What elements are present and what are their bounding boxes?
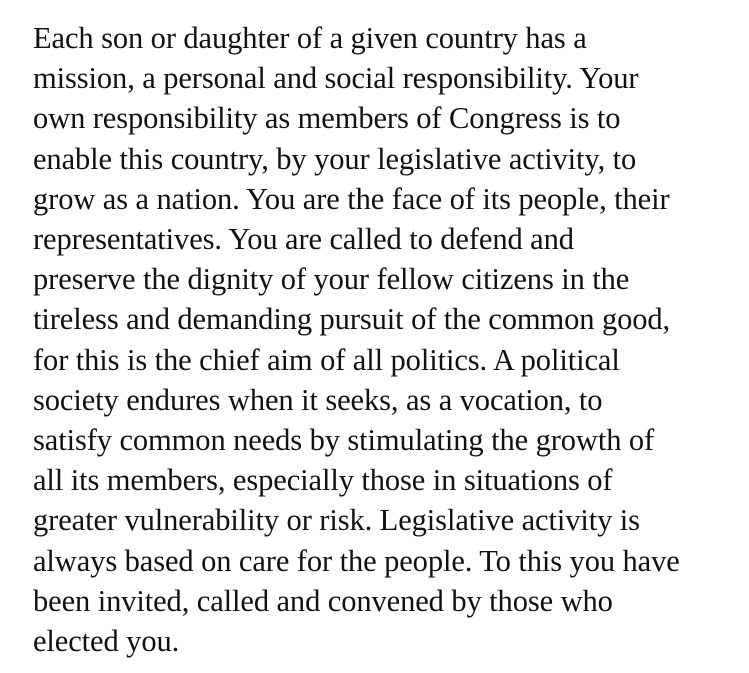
paragraph-line: own responsibility as members of Congress is to bbox=[33, 101, 621, 136]
paragraph-line: mission, a personal and social responsibility. Your bbox=[33, 61, 639, 96]
paragraph-line: been invited, called and convened by those who bbox=[33, 583, 613, 618]
paragraph bbox=[33, 18, 743, 661]
paragraph-line: greater vulnerability or risk. Legislative activity is bbox=[33, 503, 640, 538]
paragraph-line: society endures when it seeks, as a vocation, to bbox=[33, 382, 603, 417]
paragraph-line: satisfy common needs by stimulating the growth of bbox=[33, 423, 655, 458]
paragraph-line: tireless and demanding pursuit of the common good, bbox=[33, 302, 671, 337]
paragraph-line: enable this country, by your legislative activity, to bbox=[33, 141, 637, 176]
paragraph-line: Each son or daughter of a given country has a bbox=[33, 21, 587, 55]
paragraph-line: representatives. You are called to defend and bbox=[33, 222, 574, 257]
paragraph-line: all its members, especially those in situations of bbox=[33, 463, 613, 498]
paragraph-line: preserve the dignity of your fellow citizens in the bbox=[33, 262, 630, 297]
paragraph-line: elected you. bbox=[33, 624, 180, 659]
paragraph-line: always based on care for the people. To this you have bbox=[33, 543, 680, 578]
paragraph-line: for this is the chief aim of all politics. A political bbox=[33, 342, 620, 377]
paragraph-line: grow as a nation. You are the face of its people, their bbox=[33, 181, 670, 216]
